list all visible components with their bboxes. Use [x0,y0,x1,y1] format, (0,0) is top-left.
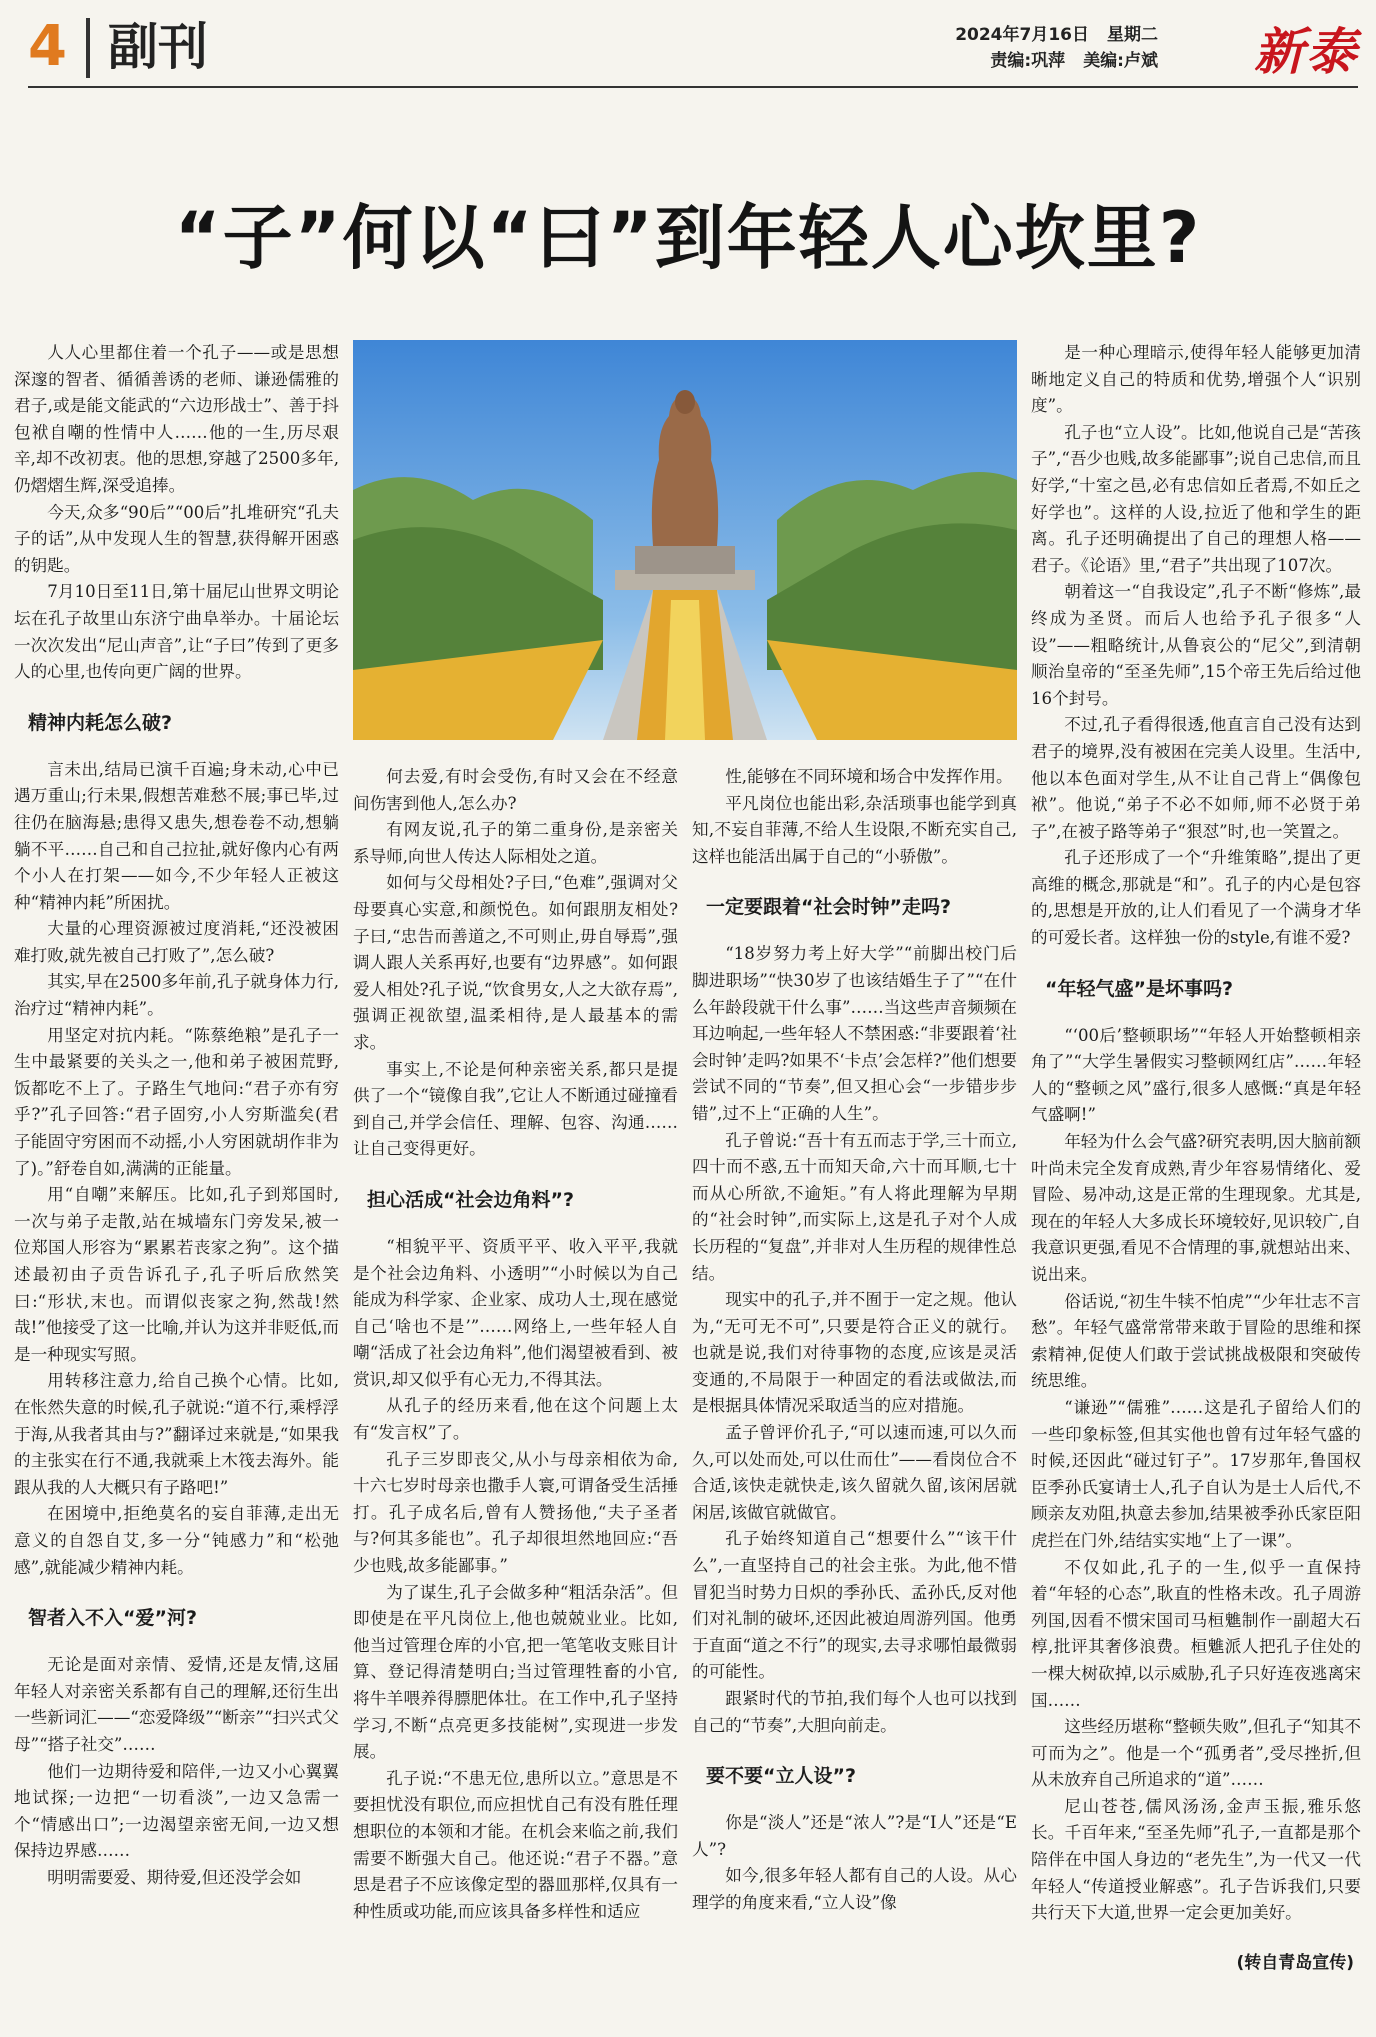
paragraph: 孔子说:“不患无位,患所以立。”意思是不要担忧没有职位,而应担忧自己有没有胜任理想职位的本领和才能。在机会来临之前,我们需要不断强大自己。他还说:“君子不器。”意思是君子不应该像定型的器皿那样,仅具有一种性质或功能,而应该具备多样性和适应 [353,1768,678,1921]
article-headline: “子”何以“曰”到年轻人心坎里? [174,197,1202,279]
paragraph: 俗话说,“初生牛犊不怕虎”“少年壮志不言愁”。年轻气盛常常带来敢于冒险的思维和探索精神,促使人们敢于尝试挑战极限和突破传统思维。 [1031,1291,1361,1391]
paragraph: 何去爱,有时会受伤,有时又会在不经意间伤害到他人,怎么办? [353,767,678,813]
paragraph: 用转移注意力,给自己换个心情。比如,在怅然失意的时候,孔子就说:“道不行,乘桴浮于海,从我者其由与?”翻译过来就是,“如果我的主张实在行不通,我就乘上木筏去海外。能跟从我的人大概只有子路吧!” [14,1371,339,1497]
paragraph: 现实中的孔子,并不囿于一定之规。他认为,“无可无不可”,只要是符合正义的就行。也就是说,我们对待事物的态度,应该是灵活变通的,不局限于一种固定的看法或做法,而是根据具体情况采取适当的应对措施。 [692,1290,1017,1416]
subheading: 智者入不入“爱”河? [28,1607,197,1630]
paragraph: 事实上,不论是何种亲密关系,都只是提供了一个“镜像自我”,它让人不断通过碰撞看到自己,并学会信任、理解、包容、沟通……让自己变得更好。 [353,1059,678,1159]
column-2 [353,764,678,1925]
subheading: 精神内耗怎么破? [28,711,173,734]
photo-illustration [353,340,1017,740]
paragraph: 为了谋生,孔子会做多种“粗活杂活”。但即使是在平凡岗位上,他也兢兢业业。比如,他当过管理仓库的小官,把一笔笔收支账目计算、登记得清楚明白;当过管理牲畜的小官,将牛羊喂养得膘肥体壮。在工作中,孔子坚持学习,不断“点亮更多技能树”,实现进一步发展。 [353,1582,678,1762]
paragraph: 言未出,结局已演千百遍;身未动,心中已遇万重山;行未果,假想苦难愁不展;事已毕,过往仍在脑海悬;患得又患失,想卷卷不动,想躺躺不平……自己和自己拉扯,就好像内心有两个小人在打架——如今,不少年轻人正被这种“精神内耗”所困扰。 [14,759,339,912]
paragraph: 孔子还形成了一个“升维策略”,提出了更高维的概念,那就是“和”。孔子的内心是包容的,思想是开放的,让人们看见了一个满身才华的可爱长者。这样独一份的style,有谁不爱? [1031,848,1361,948]
paragraph: 你是“淡人”还是“浓人”?是“I人”还是“E人”? [692,1813,1017,1859]
paragraph: 孔子也“立人设”。比如,他说自己是“苦孩子”,“吾少也贱,故多能鄙事”;说自己忠信,而且好学,“十室之邑,必有忠信如丘者焉,不如丘之好学也”。这样的人设,拉近了他和学生的距离。孔子还明确提出了自己的理想人格——君子。《论语》里,“君子”共出现了107次。 [1031,422,1361,575]
paragraph: 性,能够在不同环境和场合中发挥作用。 [725,767,1013,786]
issue-info [937,22,1158,74]
paragraph: 在困境中,拒绝莫名的妄自菲薄,走出无意义的自怨自艾,多一分“钝感力”和“松弛感”,就能减少精神内耗。 [14,1504,339,1577]
paragraph: 如何与父母相处?子曰,“色难”,强调对父母要真心实意,和颜悦色。如何跟朋友相处?子曰,“忠告而善道之,不可则止,毋自辱焉”,强调人跟人关系再好,也要有“边界感”。如何跟爱人相处?孔子说,“饮食男女,人之大欲存焉”,强调正视欲望,温柔相待,是人最基本的需求。 [353,873,678,1052]
paragraph: 孔子曾说:“吾十有五而志于学,三十而立,四十而不惑,五十而知天命,六十而耳顺,七十而从心所欲,不逾矩。”有人将此理解为早期的“社会时钟”,而实际上,这是孔子对个人成长历程的“复盘”,并非对人生历程的规律性总结。 [692,1130,1017,1283]
header-rule [28,86,1358,88]
page-header [28,8,1358,86]
paragraph: 7月10日至11日,第十届尼山世界文明论坛在孔子故里山东济宁曲阜举办。十届论坛一次次发出“尼山声音”,让“子曰”传到了更多人的心里,也传向更广阔的世界。 [14,582,339,682]
source-credit: (转自青岛宣传) [1236,1953,1354,1973]
paragraph: 年轻为什么会气盛?研究表明,因大脑前额叶尚未完全发育成熟,青少年容易情绪化、爱冒险、易冲动,这是正常的生理现象。尤其是,现在的年轻人大多成长环境较好,见识较广,自我意识更强,看见不合情理的事,就想站出来、说出来。 [1031,1132,1361,1284]
section-name: 副刊 [108,18,208,76]
paragraph: 用“自嘲”来解压。比如,孔子到郑国时,一次与弟子走散,站在城墙东门旁发呆,被一位郑国人形容为“累累若丧家之狗”。这个描述最初由子贡告诉孔子,孔子听后欣然笑曰:“形状,末也。而谓似丧家之狗,然哉!然哉!”他接受了这一比喻,并认为这并非贬低,而是一种现实写照。 [14,1185,339,1364]
column-3 [692,764,1017,1917]
paragraph: 这些经历堪称“整顿失败”,但孔子“知其不可而为之”。他是一个“孤勇者”,受尽挫折,但从未放弃自己所追求的“道”…… [1031,1717,1361,1790]
paragraph: 大量的心理资源被过度消耗,“还没被困难打败,就先被自己打败了”,怎么破? [14,919,339,965]
page-number: 4 [28,14,67,79]
paragraph: 平凡岗位也能出彩,杂活琐事也能学到真知,不妄自菲薄,不给人生设限,不断充实自己,这样也能活出属于自己的“小骄傲”。 [692,793,1017,866]
paragraph: “相貌平平、资质平平、收入平平,我就是个社会边角料、小透明”“小时候以为自己能成为科学家、企业家、成功人士,现在感觉自己‘啥也不是’”……网络上,一些年轻人自嘲“活成了社会边角料”,他们渴望被看到、被赏识,却又似乎有心无力,不得其法。 [353,1236,678,1389]
paragraph: 是一种心理暗示,使得年轻人能够更加清晰地定义自己的特质和优势,增强个人“识别度”。 [1031,343,1361,416]
confucius-statue-photo [353,340,1017,740]
newspaper-logo: 新泰 [1254,22,1358,81]
paragraph: 孔子三岁即丧父,从小与母亲相依为命,十六七岁时母亲也撒手人寰,可谓备受生活捶打。孔子成名后,曾有人赞扬他,“夫子圣者与?何其多能也”。孔子却很坦然地回应:“吾少也贱,故多能鄙事。” [353,1449,678,1576]
paragraph: 从孔子的经历来看,他在这个问题上太有“发言权”了。 [353,1396,678,1443]
paragraph: 不仅如此,孔子的一生,似乎一直保持着“年轻的心态”,耿直的性格未改。孔子周游列国,因看不惯宋国司马桓魋制作一副超大石椁,批评其奢侈浪费。桓魋派人把孔子住处的一棵大树砍掉,以示威胁,孔子只好连夜逃离宋国…… [1031,1557,1361,1710]
editor-credit: 责编:巩萍 [990,51,1066,71]
paragraph: 如今,很多年轻人都有自己的人设。从心理学的角度来看,“立人设”像 [692,1866,1017,1912]
paragraph: 尼山苍苍,儒风汤汤,金声玉振,雅乐悠长。千百年来,“至圣先师”孔子,一直都是那个陪伴在中国人身边的“老先生”,为一代又一代年轻人“传道授业解惑”。孔子告诉我们,只要共行天下大道,世界一定会更加美好。 [1031,1796,1361,1923]
paragraph: “谦逊”“儒雅”……这是孔子留给人们的一些印象标签,但其实他也曾有过年轻气盛的时候,还因此“碰过钉子”。17岁那年,鲁国权臣季孙氏宴请士人,孔子自认为是士人后代,不顾亲友劝阻,执意去参加,结果被季孙氏家臣阳虎拦在门外,结结实实地“上了一课”。 [1031,1397,1361,1550]
paragraph: 有网友说,孔子的第二重身份,是亲密关系导师,向世人传达人际相处之道。 [353,820,678,866]
paragraph: 孔子始终知道自己“想要什么”“该干什么”,一直坚持自己的社会主张。为此,他不惜冒犯当时势力日炽的季孙氏、孟孙氏,反对他们对礼制的破坏,还因此被迫周游列国。他勇于直面“道之不行”的现实,去寻求哪怕最微弱的可能性。 [692,1529,1017,1682]
paragraph: 其实,早在2500多年前,孔子就身体力行,治疗过“精神内耗”。 [14,972,339,1019]
paragraph: 不过,孔子看得很透,他直言自己没有达到君子的境界,没有被困在完美人设里。生活中,他以本色面对学生,从不让自己背上“偶像包袱”。他说,“弟子不必不如师,师不必贤于弟子”,在被子路等弟子“狠怼”时,也一笑置之。 [1031,715,1361,841]
subheading: 要不要“立人设”? [706,1765,856,1788]
paragraph: 无论是面对亲情、爱情,还是友情,这届年轻人对亲密关系都有自己的理解,还衍生出一些新词汇——“恋爱降级”“断亲”“扫兴式父母”“搭子社交”…… [14,1655,339,1754]
issue-date: 2024年7月16日 [955,25,1089,45]
paragraph: 明明需要爱、期待爱,但还没学会如 [47,1867,302,1887]
paragraph: “‘00后’整顿职场”“年轻人开始整顿相亲角了”“大学生暑假实习整顿网红店”……年轻人的“整顿之风”盛行,很多人感慨:“真是年轻气盛啊!” [1031,1025,1361,1125]
paragraph: 用坚定对抗内耗。“陈蔡绝粮”是孔子一生中最紧要的关头之一,他和弟子被困荒野,饭都吃不上了。子路生气地问:“君子亦有穷乎?”孔子回答:“君子固穷,小人穷斯滥矣(君子能固守穷困而不动摇,小人穷困就胡作非为了)。”舒卷自如,满满的正能量。 [14,1025,339,1178]
column-4 [1031,340,1361,1927]
paragraph: 跟紧时代的节拍,我们每个人也可以找到自己的“节奏”,大胆向前走。 [692,1689,1017,1735]
paragraph: 他们一边期待爱和陪伴,一边又小心翼翼地试探;一边把“一切看淡”,一边又急需一个“情感出口”;一边渴望亲密无间,一边又想保持边界感…… [14,1761,339,1861]
subheading: “年轻气盛”是坏事吗? [1045,977,1233,1000]
paragraph: 朝着这一“自我设定”,孔子不断“修炼”,最终成为圣贤。而后人也给予孔子很多“人设”——粗略统计,从鲁哀公的“尼父”,到清朝顺治皇帝的“至圣先师”,15个帝王先后给过他16个封号。 [1031,582,1361,708]
column-1 [14,340,339,1891]
header-divider [86,18,90,78]
paragraph: 人人心里都住着一个孔子——或是思想深邃的智者、循循善诱的老师、谦逊儒雅的君子,或是能文能武的“六边形战士”、善于抖包袱自嘲的性情中人……他的一生,历尽艰辛,却不改初衷。他的思想,穿越了2500多年,仍熠熠生辉,深受追捧。 [14,343,339,495]
subheading: 一定要跟着“社会时钟”走吗? [706,896,951,919]
subheading: 担心活成“社会边角料”? [367,1188,574,1211]
paragraph: “18岁努力考上好大学”“前脚出校门后脚进职场”“快30岁了也该结婚生子了”“在什么年龄段就干什么事”……当这些声音频频在耳边响起,一些年轻人不禁困惑:“非要跟着‘社会时钟’走吗?如果不‘卡点’会怎样?”他们想要尝试不同的“节奏”,但又担心会“一步错步步错”,过不上“正确的人生”。 [692,944,1017,1123]
paragraph: 孟子曾评价孔子,“可以速而速,可以久而久,可以处而处,可以仕而仕”——看岗位合不合适,该快走就快走,该久留就久留,该闲居就闲居,该做官就做官。 [692,1423,1017,1522]
issue-weekday: 星期二 [1107,25,1158,45]
paragraph: 今天,众多“90后”“00后”扎堆研究“孔夫子的话”,从中发现人生的智慧,获得解开困惑的钥匙。 [14,502,339,575]
designer-credit: 美编:卢斌 [1083,51,1158,71]
